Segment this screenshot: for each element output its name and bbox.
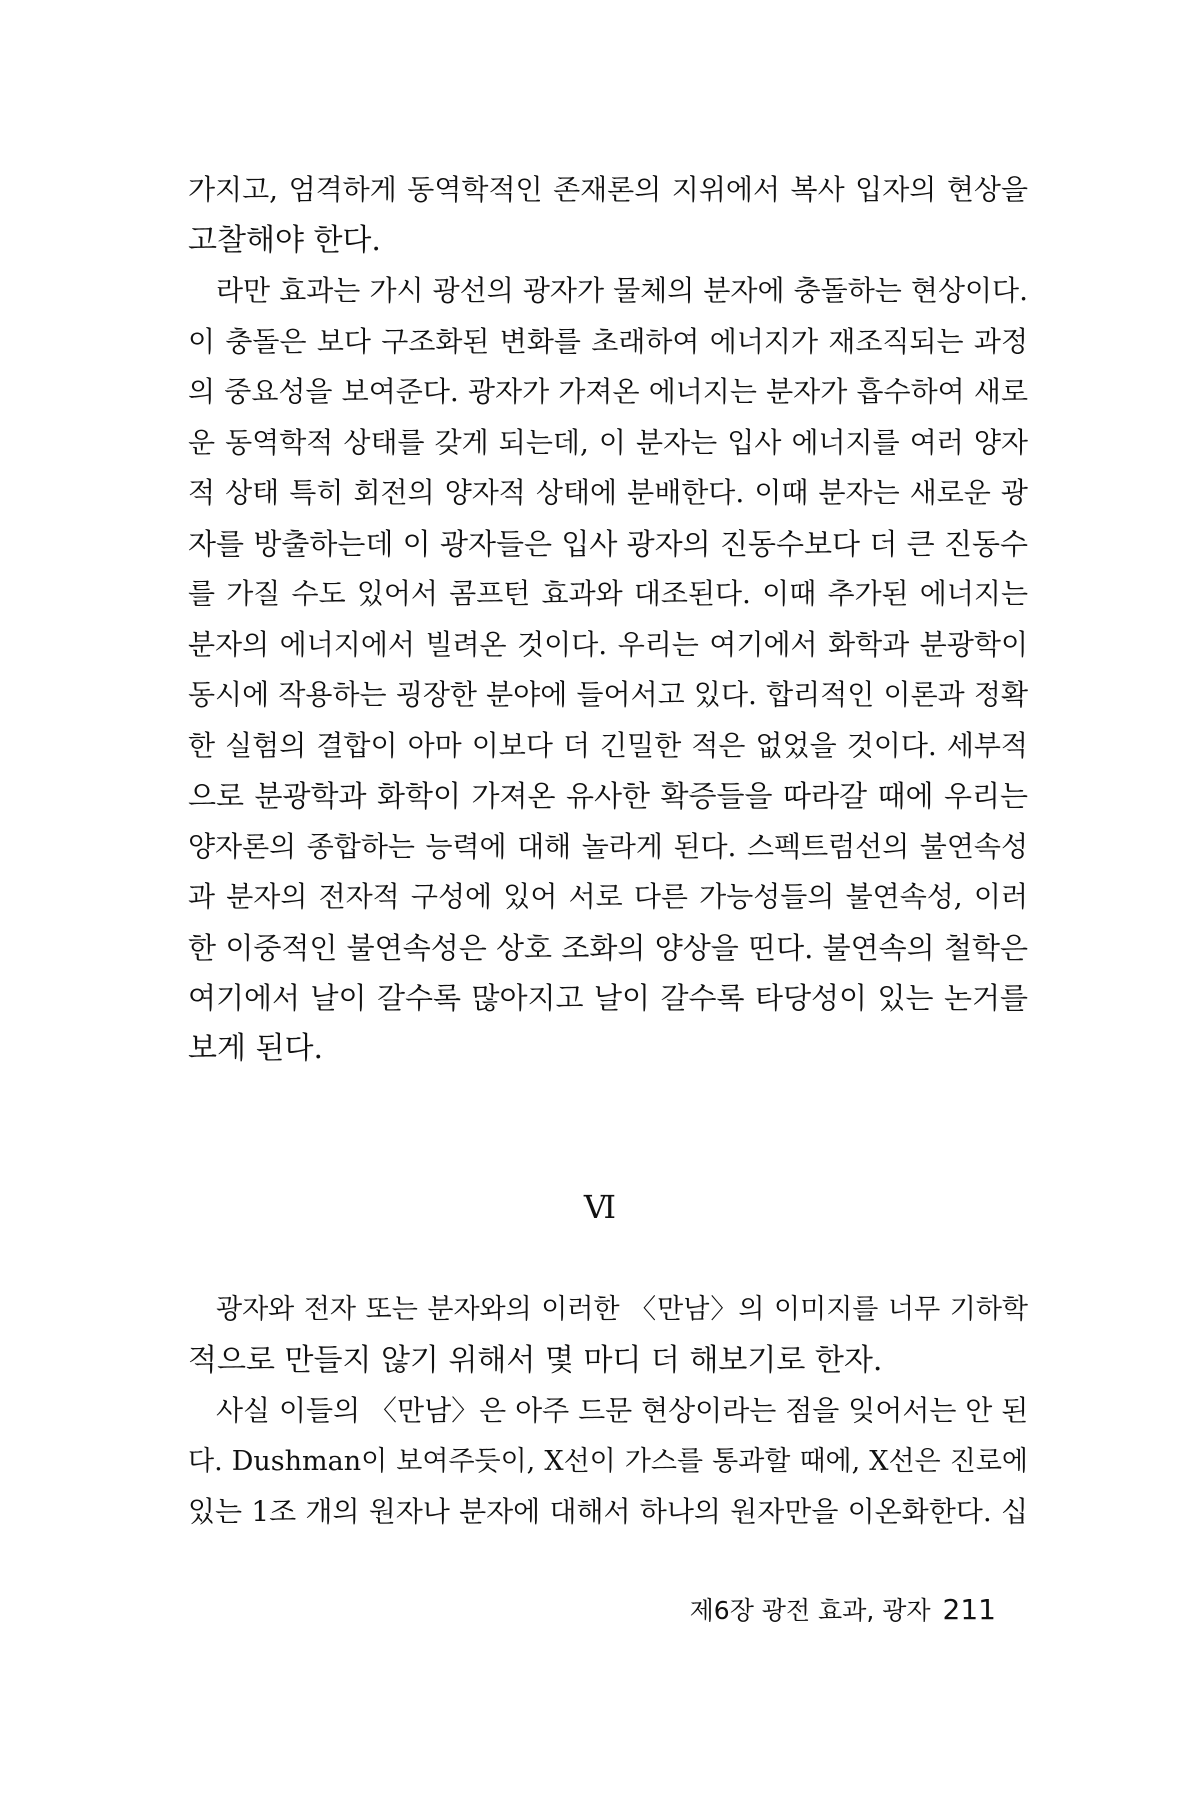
page-number: 211 — [942, 1593, 996, 1626]
text-line: 여기에서 날이 갈수록 많아지고 날이 갈수록 타당성이 있는 논거를 — [188, 981, 1028, 1015]
text-line: 적으로 만들지 않기 위해서 몇 마디 더 해보기로 한자. — [188, 1343, 883, 1378]
text-line: 으로 분광학과 화학이 가져온 유사한 확증들을 따라갈 때에 우리는 — [188, 779, 1028, 813]
text-line: 보게 된다. — [188, 1031, 323, 1066]
text-line: 한 이중적인 불연속성은 상호 조화의 양상을 띤다. 불연속의 철학은 — [188, 931, 1028, 965]
text-line: 양자론의 종합하는 능력에 대해 놀라게 된다. 스펙트럼선의 불연속성 — [188, 830, 1028, 863]
text-line: 의 중요성을 보여준다. 광자가 가져온 에너지는 분자가 흡수하여 새로 — [188, 375, 1028, 408]
text-line: 운 동역학적 상태를 갖게 되는데, 이 분자는 입사 에너지를 여러 양자 — [188, 426, 1028, 459]
text-line: 사실 이들의 〈만남〉은 아주 드문 현상이라는 점을 잊어서는 안 된 — [216, 1394, 1029, 1427]
text-line: 적 상태 특히 회전의 양자적 상태에 분배한다. 이때 분자는 새로운 광 — [188, 476, 1028, 509]
text-line: 라만 효과는 가시 광선의 광자가 물체의 분자에 충돌하는 현상이다. — [216, 274, 1028, 307]
text-line: 분자의 에너지에서 빌려온 것이다. 우리는 여기에서 화학과 분광학이 — [188, 628, 1028, 661]
text-line: 동시에 작용하는 굉장한 분야에 들어서고 있다. 합리적인 이론과 정확 — [188, 678, 1028, 711]
text-line: 고찰해야 한다. — [188, 223, 381, 258]
section-heading: Ⅵ — [583, 1188, 617, 1226]
text-line: 다. Dushman이 보여주듯이, X선이 가스를 통과할 때에, X선은 진로에 — [188, 1446, 1028, 1477]
text-line: 를 가질 수도 있어서 콤프턴 효과와 대조된다. 이때 추가된 에너지는 — [188, 577, 1028, 610]
text-line: 한 실험의 결합이 아마 이보다 더 긴밀한 적은 없었을 것이다. 세부적 — [188, 729, 1028, 762]
text-line: 있는 1조 개의 원자나 분자에 대해서 하나의 원자만을 이온화한다. 십 — [188, 1495, 1028, 1528]
text-line: 과 분자의 전자적 구성에 있어 서로 다른 가능성들의 불연속성, 이러 — [188, 880, 1028, 913]
text-line: 자를 방출하는데 이 광자들은 입사 광자의 진동수보다 더 큰 진동수 — [188, 527, 1028, 561]
text-line: 가지고, 엄격하게 동역학적인 존재론의 지위에서 복사 입자의 현상을 — [188, 173, 1028, 206]
running-title: 제6장 광전 효과, 광자 — [689, 1596, 931, 1625]
text-line: 광자와 전자 또는 분자와의 이러한 〈만남〉의 이미지를 너무 기하학 — [216, 1294, 1028, 1325]
text-line: 이 충돌은 보다 구조화된 변화를 초래하여 에너지가 재조직되는 과정 — [188, 325, 1028, 358]
page-footer — [560, 1590, 996, 1631]
